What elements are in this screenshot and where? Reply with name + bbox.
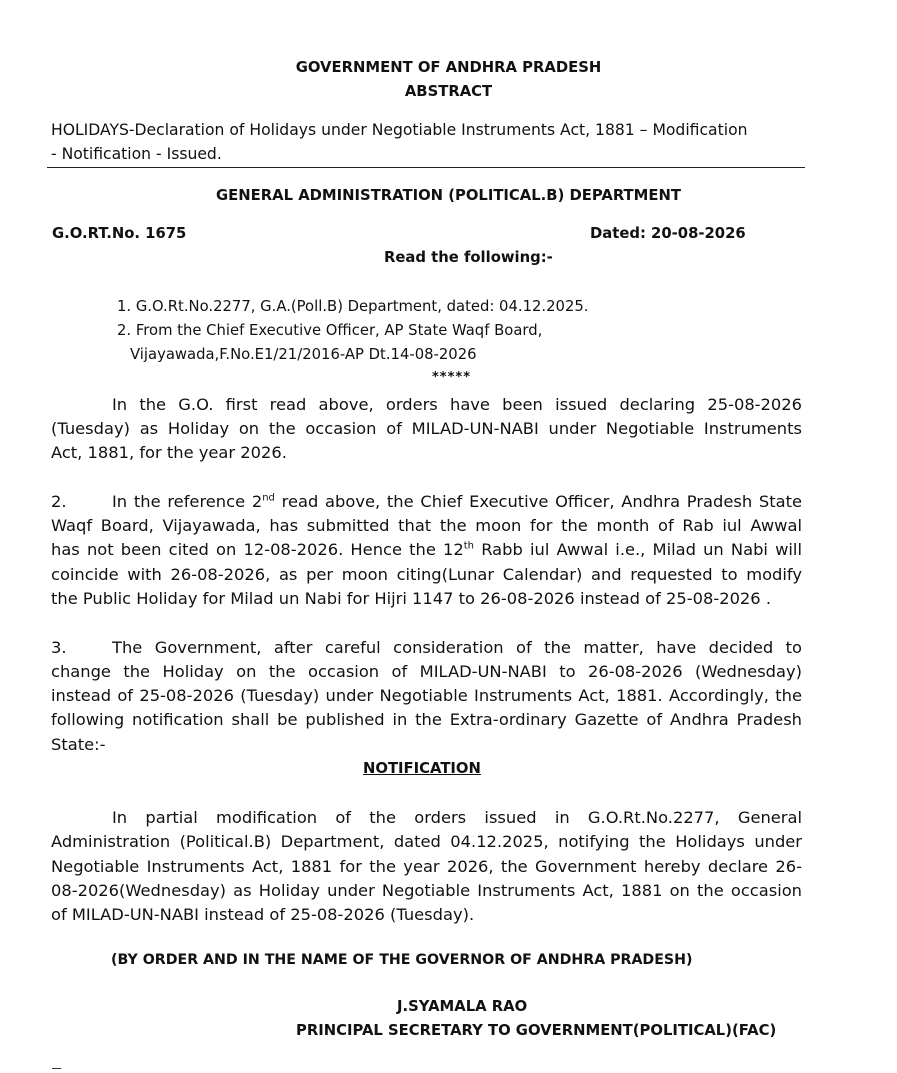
para2-line-2: Waqf Board, Vijayawada, has submitted that the moon for the month of Rab iul Awwal	[51, 516, 802, 535]
subject-line-1: HOLIDAYS-Declaration of Holidays under Negotiable Instruments Act, 1881 – Modification	[51, 121, 748, 139]
signatory-designation: PRINCIPAL SECRETARY TO GOVERNMENT(POLITICAL)(FAC)	[296, 1022, 777, 1039]
by-order-line: (BY ORDER AND IN THE NAME OF THE GOVERNOR OF ANDHRA PRADESH)	[111, 952, 693, 968]
signatory-name: J.SYAMALA RAO	[397, 998, 528, 1015]
para1-line-3: Act, 1881, for the year 2026.	[51, 443, 287, 462]
notification-line-5: of MILAD-UN-NABI instead of 25-08-2026 (Tuesday).	[51, 905, 475, 924]
para3-number: 3.	[51, 638, 67, 657]
page-mark	[52, 1068, 61, 1069]
go-date: Dated: 20-08-2026	[590, 225, 746, 242]
para3-line-5: State:-	[51, 735, 106, 754]
para1-line-1: In the G.O. first read above, orders have been issued declaring 25-08-2026	[112, 395, 802, 414]
para1-line-2: (Tuesday) as Holiday on the occasion of MILAD-UN-NABI under Negotiable Instruments	[51, 419, 802, 438]
go-number: G.O.RT.No. 1675	[52, 225, 187, 242]
subject-line-2: - Notification - Issued.	[51, 145, 222, 163]
read-following-heading: Read the following:-	[384, 249, 553, 266]
para2-line-1: In the reference 2nd read above, the Chief Executive Officer, Andhra Pradesh State	[112, 492, 802, 511]
para2-line-4: coincide with 26-08-2026, as per moon citing(Lunar Calendar) and requested to modify	[51, 565, 802, 584]
para2-number: 2.	[51, 492, 67, 511]
divider	[47, 167, 805, 168]
notification-line-1: In partial modification of the orders issued in G.O.Rt.No.2277, General	[112, 808, 802, 827]
reference-1: 1. G.O.Rt.No.2277, G.A.(Poll.B) Department, dated: 04.12.2025.	[117, 298, 589, 315]
reference-2-line-1: 2. From the Chief Executive Officer, AP State Waqf Board,	[117, 322, 543, 339]
notification-line-2: Administration (Political.B) Department, dated 04.12.2025, notifying the Holidays under	[51, 832, 802, 851]
para3-line-2: change the Holiday on the occasion of MILAD-UN-NABI to 26-08-2026 (Wednesday)	[51, 662, 802, 681]
notification-line-3: Negotiable Instruments Act, 1881 for the year 2026, the Government hereby declare 26-	[51, 857, 802, 876]
reference-2-line-2: Vijayawada,F.No.E1/21/2016-AP Dt.14-08-2026	[130, 346, 477, 363]
para2-line-3: has not been cited on 12-08-2026. Hence the 12th Rabb iul Awwal i.e., Milad un Nabi will	[51, 540, 802, 559]
separator-stars: *****	[432, 370, 471, 385]
para3-line-4: following notification shall be published in the Extra-ordinary Gazette of Andhra Pradesh	[51, 710, 802, 729]
para3-line-3: instead of 25-08-2026 (Tuesday) under Negotiable Instruments Act, 1881. Accordingly, the	[51, 686, 802, 705]
government-title: GOVERNMENT OF ANDHRA PRADESH	[295, 59, 602, 76]
department-heading: GENERAL ADMINISTRATION (POLITICAL.B) DEPARTMENT	[216, 187, 681, 204]
para2-line-5: the Public Holiday for Milad un Nabi for Hijri 1147 to 26-08-2026 instead of 25-08-2026 .	[51, 589, 771, 608]
notification-line-4: 08-2026(Wednesday) as Holiday under Negotiable Instruments Act, 1881 on the occasion	[51, 881, 802, 900]
abstract-heading: ABSTRACT	[404, 83, 493, 100]
para3-line-1: The Government, after careful consideration of the matter, have decided to	[112, 638, 802, 657]
notification-heading: NOTIFICATION	[363, 760, 481, 777]
